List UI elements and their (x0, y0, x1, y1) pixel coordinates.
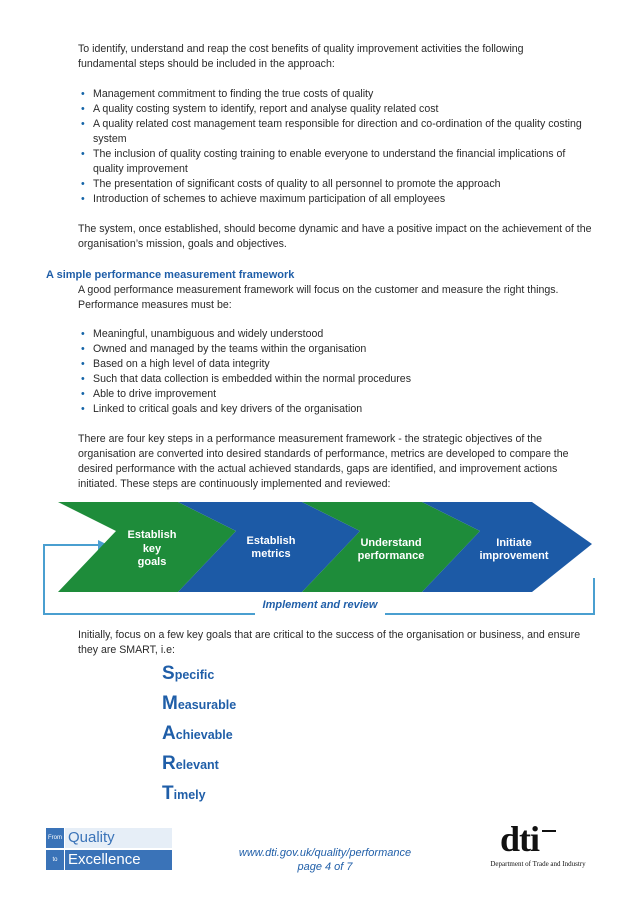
list-item: • Meaningful, unambiguous and widely understood (81, 328, 324, 340)
footer-url (210, 846, 440, 874)
steps-list (78, 87, 598, 207)
logo-quality: Quality (68, 829, 115, 846)
measures-list (78, 327, 598, 417)
list-item: • Introduction of schemes to achieve maximum participation of all employees (81, 193, 446, 205)
step-3-line-1: Understand (360, 537, 422, 549)
logo-excellence: Excellence (68, 851, 141, 868)
list-item: • Based on a high level of data integrity (81, 358, 270, 370)
step-1-line-2: key (142, 543, 162, 555)
step-2-line-1: Establish (246, 535, 296, 547)
dti-wordmark: dti (500, 819, 540, 859)
list-item: • Management commitment to finding the true costs of quality (81, 88, 374, 100)
list-item: • A quality related cost management team responsible for direction and co-ordination of the quality costing system (81, 118, 582, 145)
quality-excellence-logo (46, 828, 172, 870)
smart-item-specific: Specific (162, 663, 215, 684)
step-1-line-1: Establish (127, 529, 177, 541)
list-item: • A quality costing system to identify, report and analyse quality related cost (81, 103, 439, 115)
list-item: • Able to drive improvement (81, 388, 217, 400)
logo-from: From (46, 828, 64, 848)
step-3-line-2: performance (357, 550, 425, 562)
list-item: • Such that data collection is embedded within the normal procedures (81, 373, 411, 385)
smart-item-achievable: Achievable (162, 723, 233, 744)
step-2-line-2: metrics (251, 548, 291, 560)
footer-link[interactable]: www.dti.gov.uk/quality/performance (238, 847, 412, 859)
intro-paragraph: To identify, understand and reap the cost benefits of quality improvement activities the following fundamental steps should be included in the approach: (78, 43, 524, 70)
step-4-line-1: Initiate (496, 537, 532, 549)
list-item: • Owned and managed by the teams within the organisation (81, 343, 367, 355)
loop-label: Implement and review (262, 599, 378, 611)
section-intro: A good performance measurement framework will focus on the customer and measure the right things. Performance measures must be: (78, 284, 559, 311)
dti-caption: Department of Trade and Industry (490, 860, 586, 868)
page-number: page 4 of 7 (297, 861, 353, 873)
list-item: • The presentation of significant costs of quality to all personnel to promote the approach (81, 178, 501, 190)
system-paragraph: The system, once established, should become dynamic and have a positive impact on the achievement of the organisation’s mission, goals and objectives. (78, 223, 592, 250)
step-4-line-2: improvement (479, 550, 549, 562)
step-1-line-3: goals (137, 556, 167, 568)
smart-item-relevant: Relevant (162, 753, 219, 774)
section-heading: A simple performance measurement framework (46, 269, 295, 281)
smart-intro: Initially, focus on a few key goals that are critical to the success of the organisation or business, and ensure they are SMART, i.e: (78, 629, 581, 656)
dti-logo (478, 819, 598, 872)
smart-list (162, 663, 236, 813)
list-item: • Linked to critical goals and key drivers of the organisation (81, 403, 363, 415)
list-item: • The inclusion of quality costing training to enable everyone to understand the financial implications of quality improvement (81, 148, 566, 175)
smart-item-timely: Timely (162, 783, 206, 804)
logo-to: to (46, 850, 64, 870)
smart-item-measurable: Measurable (162, 693, 237, 714)
process-diagram (0, 498, 638, 616)
key-steps-paragraph: There are four key steps in a performance measurement framework - the strategic objectives of the organisation are converted into desired standards of performance, metrics are developed to compare the desired performance with the actual achieved standards, gaps are identified, and improvement actions initiated. These steps are continuously implemented and reviewed: (78, 433, 569, 490)
